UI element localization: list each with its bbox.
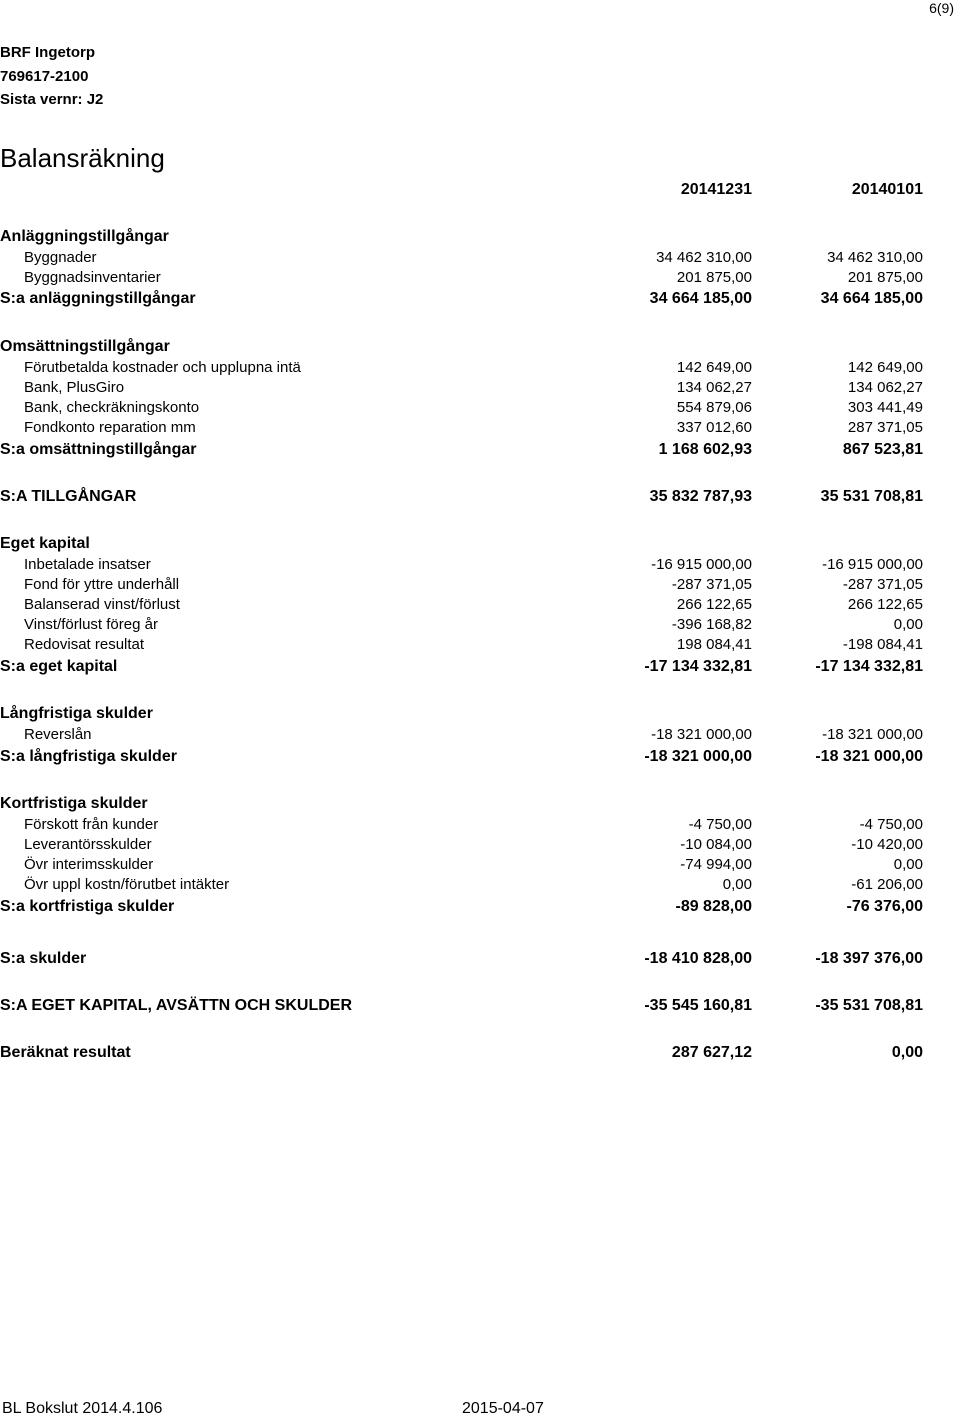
value-20140101: 266 122,65 (847, 596, 923, 613)
value-20140101: -16 915 000,00 (822, 556, 923, 573)
row-label: Byggnadsinventarier (24, 269, 161, 286)
row-label: Leverantörsskulder (24, 836, 152, 853)
table-row (0, 596, 960, 618)
page-number: 6(9) (929, 0, 954, 16)
table-row (0, 726, 960, 748)
row-label: Reverslån (24, 726, 92, 743)
row-label: Beräknat resultat (0, 1044, 131, 1061)
sum-row (0, 441, 960, 463)
value-20141231: 337 012,60 (676, 419, 752, 436)
value-20141231: 201 875,00 (676, 269, 752, 286)
sum-row (0, 658, 960, 680)
value-20141231: -17 134 332,81 (644, 658, 752, 675)
table-row (0, 399, 960, 421)
value-20141231: -18 321 000,00 (651, 726, 752, 743)
value-20141231: -4 750,00 (688, 816, 752, 833)
row-label: Bank, checkräkningskonto (24, 399, 200, 416)
row-label: S:a anläggningstillgångar (0, 290, 196, 307)
table-row (0, 816, 960, 838)
row-label: Balanserad vinst/förlust (24, 596, 180, 613)
value-20140101: 0,00 (891, 1044, 923, 1061)
row-label: Bank, PlusGiro (24, 379, 125, 396)
value-20140101: 0,00 (893, 856, 923, 873)
value-20141231: 34 664 185,00 (649, 290, 752, 307)
row-label: Redovisat resultat (24, 636, 145, 653)
value-20140101: 34 462 310,00 (827, 249, 923, 266)
row-label: Förutbetalda kostnader och upplupna intä (24, 359, 301, 376)
value-20141231: 0,00 (722, 876, 752, 893)
row-label: Fondkonto reparation mm (24, 419, 196, 436)
row-label: S:a långfristiga skulder (0, 748, 177, 765)
value-20141231: -18 410 828,00 (644, 950, 752, 967)
value-20141231: -89 828,00 (675, 898, 752, 915)
table-row (0, 419, 960, 441)
value-20140101: 0,00 (893, 616, 923, 633)
value-20141231: -10 084,00 (680, 836, 752, 853)
value-20140101: 287 371,05 (847, 419, 923, 436)
page-title: Balansräkning (0, 143, 165, 173)
row-label: S:a omsättningstillgångar (0, 441, 197, 458)
table-row (0, 249, 960, 271)
organization-name: BRF Ingetorp (0, 44, 95, 61)
value-20140101: -17 134 332,81 (815, 658, 923, 675)
value-20140101: 34 664 185,00 (820, 290, 923, 307)
value-20140101: 35 531 708,81 (820, 488, 923, 505)
value-20140101: -10 420,00 (851, 836, 923, 853)
table-row (0, 876, 960, 898)
value-20141231: 134 062,27 (676, 379, 752, 396)
value-20141231: 142 649,00 (676, 359, 752, 376)
sum-row (0, 290, 960, 312)
value-20141231: -74 994,00 (680, 856, 752, 873)
row-label: Byggnader (24, 249, 97, 266)
row-label: Inbetalade insatser (24, 556, 151, 573)
row-label: Långfristiga skulder (0, 705, 153, 722)
value-20141231: 287 627,12 (671, 1044, 752, 1061)
row-label: Övr interimsskulder (24, 856, 154, 873)
sum-row (0, 488, 960, 510)
row-label: Förskott från kunder (24, 816, 159, 833)
table-row (0, 836, 960, 858)
value-20141231: 266 122,65 (676, 596, 752, 613)
section-heading (0, 228, 960, 250)
sum-row (0, 1044, 960, 1066)
row-label: Vinst/förlust föreg år (24, 616, 158, 633)
table-row (0, 379, 960, 401)
value-20140101: -61 206,00 (851, 876, 923, 893)
value-20140101: 867 523,81 (842, 441, 923, 458)
value-20140101: 134 062,27 (847, 379, 923, 396)
value-20140101: -18 321 000,00 (815, 748, 923, 765)
value-20140101: -18 397 376,00 (815, 950, 923, 967)
value-20140101: -287 371,05 (842, 576, 923, 593)
section-heading (0, 795, 960, 817)
row-label: S:a eget kapital (0, 658, 118, 675)
sum-row (0, 997, 960, 1019)
row-label: Övr uppl kostn/förutbet intäkter (24, 876, 230, 893)
row-label: Anläggningstillgångar (0, 228, 169, 245)
table-row (0, 359, 960, 381)
table-row (0, 269, 960, 291)
value-20140101: -4 750,00 (859, 816, 923, 833)
section-heading (0, 535, 960, 557)
row-label: S:a skulder (0, 950, 87, 967)
row-label: Fond för yttre underhåll (24, 576, 180, 593)
row-label: S:a kortfristiga skulder (0, 898, 175, 915)
value-20140101: -198 084,41 (842, 636, 923, 653)
value-20141231: -396 168,82 (671, 616, 752, 633)
sum-row (0, 898, 960, 920)
footer-software: BL Bokslut 2014.4.106 (2, 1400, 163, 1417)
organization-number: 769617-2100 (0, 68, 89, 85)
value-20140101: -35 531 708,81 (815, 997, 923, 1014)
table-row (0, 616, 960, 638)
value-20141231: -16 915 000,00 (651, 556, 752, 573)
column-header-20141231: 20141231 (680, 181, 752, 198)
sum-row (0, 950, 960, 972)
value-20140101: -18 321 000,00 (822, 726, 923, 743)
value-20140101: 142 649,00 (847, 359, 923, 376)
value-20141231: -287 371,05 (671, 576, 752, 593)
row-label: Eget kapital (0, 535, 90, 552)
last-verification-number: Sista vernr: J2 (0, 91, 104, 108)
value-20140101: 303 441,49 (847, 399, 923, 416)
value-20141231: -35 545 160,81 (644, 997, 752, 1014)
row-label: S:A EGET KAPITAL, AVSÄTTN OCH SKULDER (0, 997, 352, 1014)
value-20141231: 198 084,41 (676, 636, 752, 653)
section-heading (0, 705, 960, 727)
section-heading (0, 338, 960, 360)
value-20140101: 201 875,00 (847, 269, 923, 286)
table-row (0, 856, 960, 878)
row-label: Kortfristiga skulder (0, 795, 148, 812)
value-20141231: 1 168 602,93 (658, 441, 752, 458)
value-20140101: -76 376,00 (846, 898, 923, 915)
value-20141231: -18 321 000,00 (644, 748, 752, 765)
table-row (0, 636, 960, 658)
footer-date: 2015-04-07 (462, 1400, 544, 1417)
value-20141231: 554 879,06 (676, 399, 752, 416)
column-header-20140101: 20140101 (851, 181, 923, 198)
value-20141231: 34 462 310,00 (656, 249, 752, 266)
row-label: Omsättningstillgångar (0, 338, 170, 355)
value-20141231: 35 832 787,93 (649, 488, 752, 505)
sum-row (0, 748, 960, 770)
table-row (0, 576, 960, 598)
row-label: S:A TILLGÅNGAR (0, 488, 137, 505)
table-row (0, 556, 960, 578)
